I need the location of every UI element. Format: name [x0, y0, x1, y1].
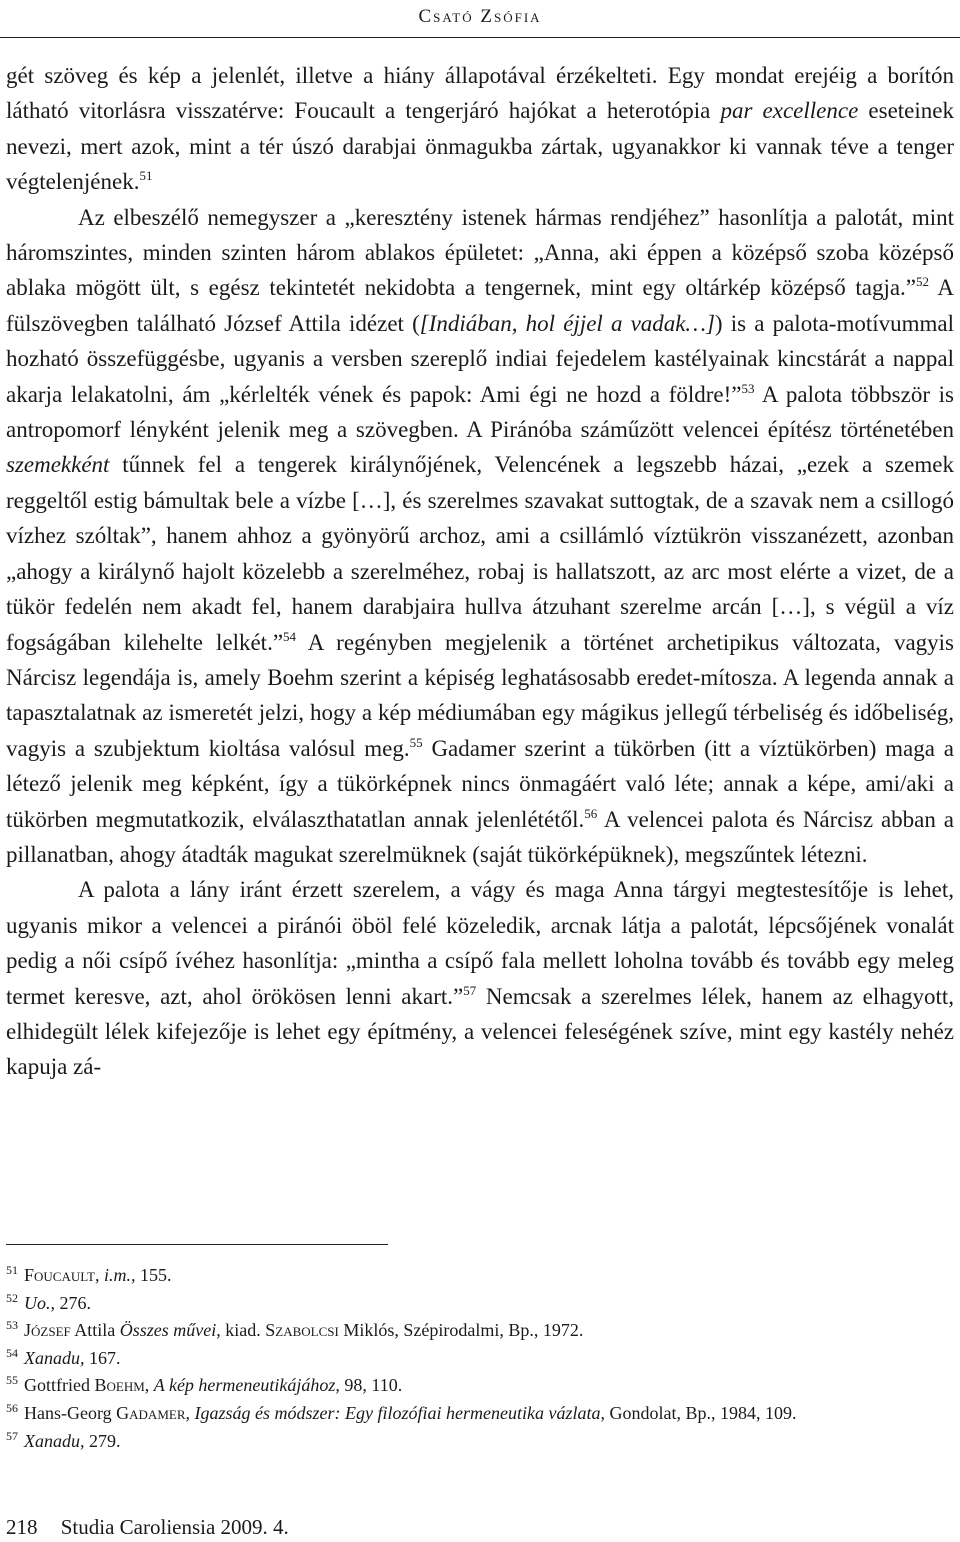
italic-span: Igazság és módszer: Egy filozófiai hermeneutika vázlata — [194, 1402, 601, 1423]
italic-span: Összes művei, — [119, 1320, 221, 1341]
text-span: , — [94, 1265, 104, 1285]
italic-span: Uo., — [24, 1292, 55, 1313]
text-span: Miklós, Szépirodalmi, Bp., 1972. — [338, 1320, 584, 1341]
footnote-ref: 57 — [463, 982, 477, 998]
text-span: Gadamer szerint a tükörben (itt a víztükörben) maga a létező jelenik meg képként, így a tükörképnek nincs önmagáért való léte; annak a képe, ami/aki a tükörben megmutatkozik, elválaszthatatlan annak jelenlététől. — [6, 735, 954, 832]
page-number: 218 — [6, 1515, 38, 1539]
text-span: gét szöveg és kép a jelenlét, illetve a hiány állapotával érzékelteti. Egy mondat erejéig a borítón látható vitorlásra visszatérve: Foucault a tengerjáró hajókat a heterotópia — [6, 63, 954, 124]
footnote — [6, 1317, 954, 1345]
text-span: Nemcsak a szerelmes lélek, hanem az elhagyott, elhidegült lélek kifejezője is lehet egy építmény, a velencei feleségének szíve, mint egy kastély nehéz kapuja zá- — [6, 983, 954, 1080]
text-span: Hans-Georg — [24, 1402, 117, 1423]
text-span: A velencei palota és Nárcisz abban a pillanatban, ahogy átadták magukat szerelmüknek (saját tükörképüknek), megszűntek létezni. — [6, 806, 954, 867]
text-span: Gottfried — [24, 1375, 95, 1396]
paragraph — [6, 200, 954, 873]
main-text — [6, 58, 954, 1085]
text-span: A palota a lány iránt érzett szerelem, a vágy és maga Anna tárgyi megtestesítője is lehet, ugyanis mikor a velencei a piránói öböl felé közeledik, arcnak látja a palotát, lépcsőjének vonalát pedig a női csípő ívéhez hasonlítja: „mintha a csípő fala mellett loholna tovább és tovább egy meleg termet keresve, azt, ahol örökösen lenni akart.” — [6, 877, 954, 1009]
footnote-number: 57 — [6, 1428, 18, 1443]
footnote — [6, 1428, 954, 1456]
text-span: ) is a palota-motívummal hozható összefüggésbe, ugyanis a versben szereplő indiai fejedelem kastélyainak kincstárát a nappal akarja lelakatolni, ám „kérlelték vének és papok: Ami égi ne hozd a földre!” — [6, 310, 955, 407]
footnote-number: 53 — [6, 1318, 18, 1333]
italic-span: A kép hermeneutikájához, — [153, 1375, 340, 1396]
running-title: Csató Zsófia — [418, 6, 542, 27]
footnote — [6, 1400, 954, 1428]
publication-name: Studia Caroliensia 2009. 4. — [60, 1515, 289, 1539]
text-span: , Gondolat, Bp., 1984, 109. — [600, 1402, 797, 1423]
text-span: 155. — [135, 1265, 172, 1285]
footnote-separator — [6, 1244, 388, 1245]
text-span: , — [144, 1375, 154, 1396]
header-rule — [0, 37, 960, 38]
footnote-number: 54 — [6, 1345, 18, 1360]
text-span: , — [185, 1402, 195, 1423]
footnote-ref: 53 — [741, 380, 755, 396]
smallcaps-span: Gadamer — [116, 1402, 186, 1423]
text-span: 276. — [55, 1292, 91, 1313]
paragraph — [6, 58, 954, 200]
text-span: A regényben megjelenik a történet archetipikus változata, vagyis Nárcisz legendája is, amely Boehm szerint a képiség leghatásosabb eredet-mítosza. A legenda annak a tapasztalatnak az ismeretét jelzi, hogy a kép médiumában egy mágikus jellegű térbeliség és időbeliség, vagyis a szubjektum kioltása valósul meg. — [6, 629, 954, 761]
text-span: A fülszövegben található József Attila idézet ( — [6, 275, 954, 336]
italic-span: Xanadu, — [24, 1347, 85, 1368]
italic-span: i.m., — [103, 1265, 136, 1285]
text-span: eseteinek nevezi, mert azok, mint a tér úszó darabjai önmagukba zártak, ugyanakkor ki vannak téve a tenger végtelenjének. — [6, 98, 954, 195]
text-span: kiad. — [220, 1320, 266, 1341]
running-header — [0, 0, 960, 34]
footnote-number: 52 — [6, 1290, 18, 1305]
italic-span: szemekként — [6, 452, 110, 478]
footnote-ref: 52 — [916, 274, 930, 290]
text-span: 279. — [84, 1430, 121, 1451]
footnote-number: 55 — [6, 1373, 18, 1388]
text-span: 98, 110. — [339, 1375, 403, 1396]
smallcaps-span: József — [24, 1320, 71, 1341]
footnote — [6, 1290, 954, 1318]
footnote-ref: 56 — [584, 805, 598, 821]
italic-span: Xanadu, — [24, 1430, 85, 1451]
italic-span: [Indiában, hol éjjel a vadak…] — [419, 310, 715, 336]
footnote — [6, 1262, 954, 1290]
footnote — [6, 1345, 954, 1373]
page-footer — [6, 1514, 289, 1540]
text-span: tűnnek fel a tengerek királynőjének, Velencének a legszebb házai, „ezek a szemek reggeltől estig bámultak bele a vízbe […], és szerelmes szavakat suttogtak, de a szavak nem a csillogó vízhez szóltak”, hanem ahhoz a gyönyörű archoz, ami a csillámló víztükrön visszanézett, azonban „ahogy a királynő hajolt közelebb a szerelméhez, robaj is hallatszott, az arc most elérte a vizet, de a tükör fedelén nem akadt fel, hanem darabjaira hullva átzuhant szerelme arcán […], s végül a víz fogságában kilehelte lelkét.” — [6, 452, 954, 655]
footnote-number: 56 — [6, 1400, 18, 1415]
footnotes — [6, 1262, 954, 1455]
footnote-ref: 51 — [139, 168, 153, 184]
smallcaps-span: Szabolcsi — [265, 1320, 339, 1341]
smallcaps-span: Foucault — [24, 1265, 95, 1285]
italic-span: par excellence — [720, 98, 859, 124]
footnote-ref: 55 — [409, 734, 423, 750]
footnote-ref: 54 — [283, 628, 297, 644]
text-span: A palota többször is antropomorf lényként jelenik meg a szövegben. A Piránóba száműzött velencei építész történetében — [6, 381, 954, 443]
paragraph — [6, 872, 954, 1084]
text-span: Attila — [70, 1320, 120, 1341]
footnote-number: 51 — [6, 1263, 18, 1277]
footnote — [6, 1372, 954, 1400]
text-span: 167. — [84, 1347, 121, 1368]
smallcaps-span: Boehm — [94, 1375, 145, 1396]
text-span: Az elbeszélő nemegyszer a „keresztény istenek hármas rendjéhez” hasonlítja a palotát, mint háromszintes, minden szinten három ablakos épületet: „Anna, aki éppen a középső szoba középső ablaka mögött ült, s egész tekintetét nekidobta a tengernek, mint egy oltárkép középső tagja.” — [6, 204, 954, 301]
